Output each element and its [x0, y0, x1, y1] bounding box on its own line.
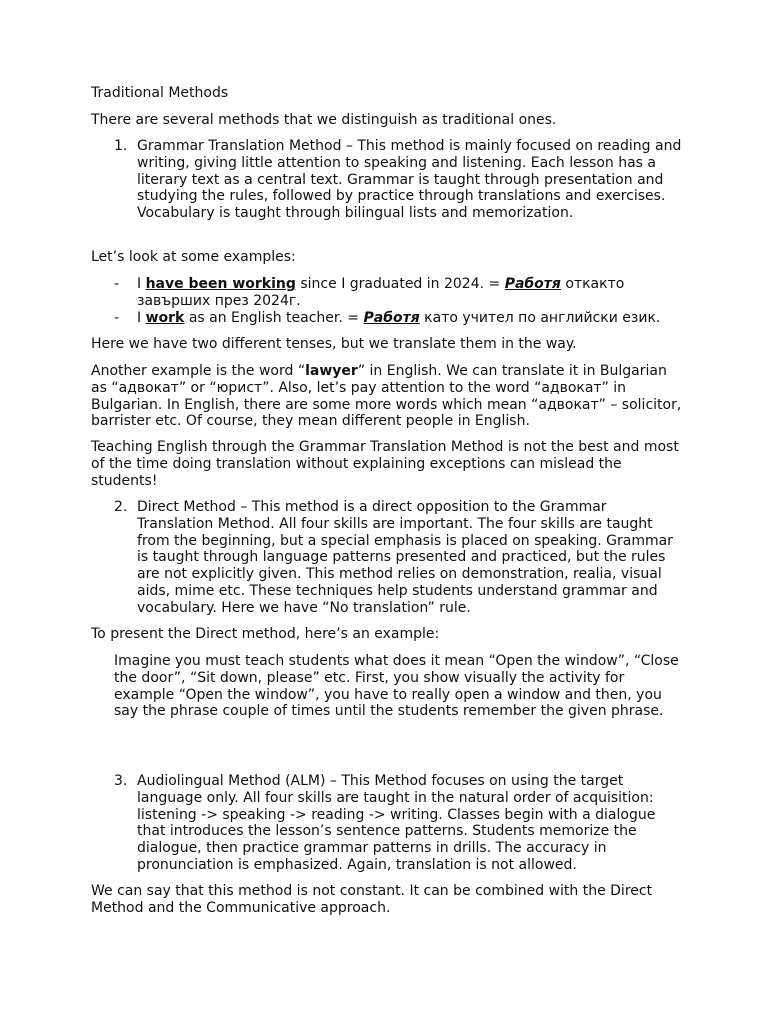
conclusion-paragraph: We can say that this method is not constant. It can be combined with the Direct Method and the Communicative approach.: [91, 883, 653, 916]
intro-paragraph: There are several methods that we distinguish as traditional ones.: [91, 112, 557, 128]
lawyer-paragraph: [91, 363, 683, 430]
method-3-text: Audiolingual Method (ALM) – This Method focuses on using the target language only. All four skills are taught in the natural order of acquisition: listening -> speaking -> reading -> writing. Classes begin with a dialogue that introduces the lesson’s sentence patterns. Students memorize the dialogue, then practice grammar patterns in drills. The accuracy in pronunciation is emphasized. Again, translation is not allowed.: [137, 773, 656, 873]
list-dash: -: [114, 310, 120, 326]
method-1-text: Grammar Translation Method – This method is mainly focused on reading and writing, giving little attention to speaking and listening. Each lesson has a literary text as a central text. Grammar is taught through presentation and studying the rules, followed by practice through translations and exercises. Vocabulary is taught through bilingual lists and memorization.: [137, 138, 682, 222]
examples-intro: Let’s look at some examples:: [91, 249, 296, 265]
example-text: I: [137, 276, 146, 292]
paragraph-text: Another example is the word “: [91, 363, 306, 379]
list-number: 1.: [114, 138, 128, 154]
example-text: as an English teacher. =: [184, 310, 364, 326]
direct-method-intro: To present the Direct method, here’s an example:: [91, 626, 440, 642]
list-number: 2.: [114, 499, 128, 515]
list-item-method-2: [91, 499, 683, 617]
example-text: since I graduated in 2024. =: [295, 276, 505, 292]
bulgarian-emphasis: Работя: [504, 276, 561, 292]
example-text: I: [137, 310, 146, 326]
direct-method-example: Imagine you must teach students what does it mean “Open the window”, “Close the door”, “Sit down, please” etc. First, you show visually the activity for example “Open the window”, you have to really open a window and then, you say the phrase couple of times until the students remember the given phrase.: [114, 653, 679, 720]
example-item-2: [91, 310, 683, 327]
bulgarian-emphasis: Работя: [363, 310, 420, 326]
example-text: откакто завърших през 2024г.: [137, 276, 625, 309]
list-number: 3.: [114, 773, 128, 789]
section-heading: Traditional Methods: [91, 85, 229, 101]
emphasized-phrase: have been working: [145, 276, 296, 292]
gtm-note: Teaching English through the Grammar Translation Method is not the best and most of the time doing translation without explaining exceptions can mislead the students!: [91, 439, 679, 489]
example-2-text: [137, 310, 683, 327]
example-1-text: [137, 276, 683, 310]
list-dash: -: [114, 276, 120, 292]
example-text: като учител по английски език.: [419, 310, 661, 326]
list-item-method-1: [91, 138, 683, 222]
emphasized-word: work: [145, 310, 185, 326]
tenses-note: Here we have two different tenses, but we translate them in the way.: [91, 336, 577, 352]
paragraph-text: ” in English. We can translate it in Bulgarian as “адвокат” or “юрист”. Also, let’s pay attention to the word “адвокат” in Bulgarian. In English, there are some more words which mean “адвокат” – solicitor, barrister etc. Of course, they mean different people in English.: [91, 363, 682, 430]
method-2-text: Direct Method – This method is a direct opposition to the Grammar Translation Method. All four skills are important. The four skills are taught from the beginning, but a special emphasis is placed on speaking. Grammar is taught through language patterns presented and practiced, but the rules are not explicitly given. This method relies on demonstration, realia, visual aids, mime etc. These techniques help students understand grammar and vocabulary. Here we have “No translation” rule.: [137, 499, 673, 616]
example-item-1: [91, 276, 683, 310]
list-item-method-3: [91, 773, 683, 874]
emphasized-word: lawyer: [305, 363, 358, 379]
